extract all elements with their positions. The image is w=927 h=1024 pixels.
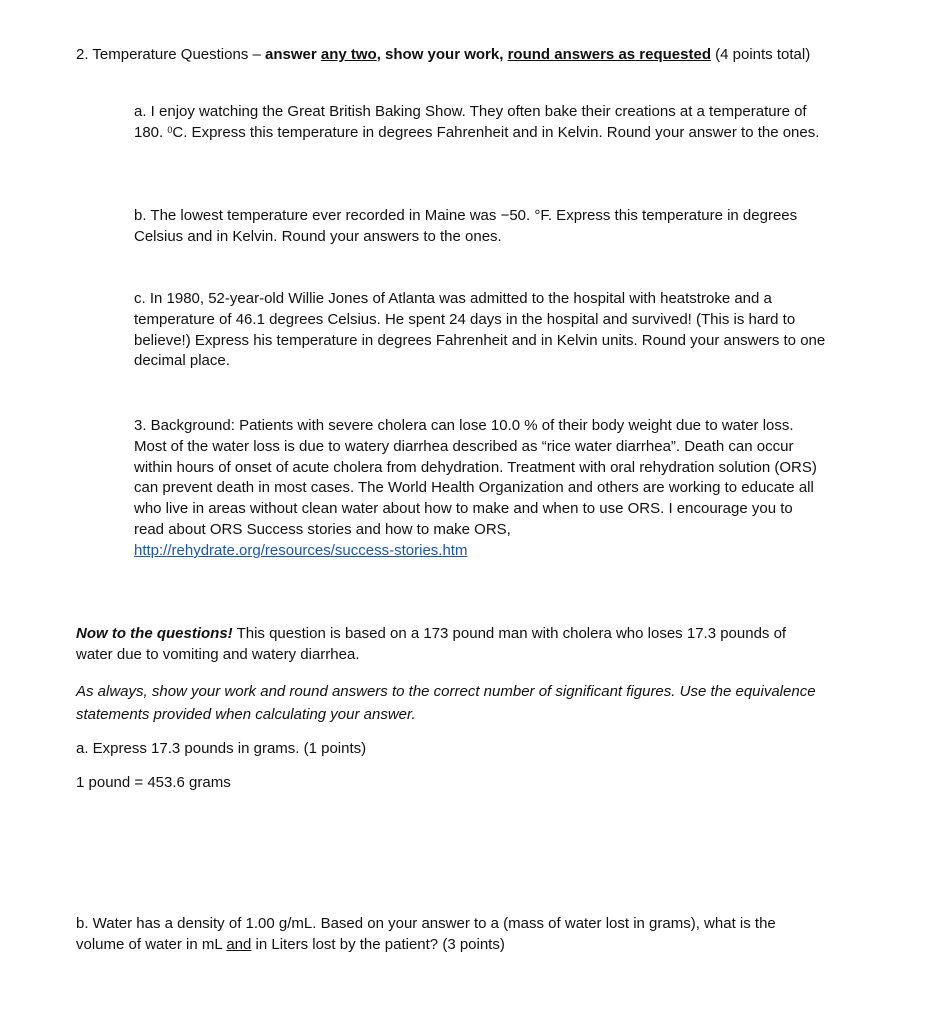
q2-show-work: , show your work,: [376, 46, 508, 63]
now-text: This question is based on a 173 pound man with cholera who loses 17.3 pounds of water due to vomiting and watery diarrhea.: [76, 625, 787, 663]
question-2-heading: [76, 45, 816, 66]
q2a-degree-sup: 0: [167, 124, 173, 135]
now-to-questions: [76, 624, 826, 666]
q3-text: 3. Background: Patients with severe cholera can lose 10.0 % of their body weight due to water loss. Most of the water loss is due to watery diarrhea described as “rice water diarrhea”. Death can occur within hours of onset of acute cholera from dehydration. Treatment with oral rehydration solution (ORS) can prevent death in most cases. The World Health Organization and others are working to educate all who live in areas without clean water about how to make and when to use ORS. I encourage you to read about ORS Success stories and how to make ORS,: [134, 417, 817, 538]
q2-prefix: 2. Temperature Questions –: [76, 46, 265, 63]
part-a-question: a. Express 17.3 pounds in grams. (1 points): [76, 740, 367, 757]
q2-round: round answers as requested: [507, 46, 711, 63]
q2-answer: answer: [265, 46, 321, 63]
equivalence-statement: 1 pound = 453.6 grams: [76, 774, 231, 791]
part-b-question: [76, 914, 821, 956]
ors-success-stories-link[interactable]: http://rehydrate.org/resources/success-stories.htm: [134, 541, 468, 559]
question-2b: b. The lowest temperature ever recorded in Maine was −50. °F. Express this temperature in degrees Celsius and in Kelvin. Round your answers to the ones.: [134, 207, 798, 245]
q2a-text-start: a. I enjoy watching the Great British Baking Show. They often bake their creations at a temperature of 180.: [134, 103, 807, 141]
part-b-and: and: [226, 935, 252, 953]
question-2c: c. In 1980, 52-year-old Willie Jones of Atlanta was admitted to the hospital with heatstroke and a temperature of 46.1 degrees Celsius. He spent 24 days in the hospital and survived! (This is hard to believe!) Express his temperature in degrees Fahrenheit and in Kelvin units. Round your answers to one decimal place.: [134, 290, 826, 370]
now-lead: Now to the questions!: [76, 625, 233, 642]
part-b-text-start: b. Water has a density of 1.00 g/mL. Based on your answer to a (mass of water lost in grams), what is the volume of water in mL: [76, 915, 776, 953]
instructions-italic: As always, show your work and round answers to the correct number of significant figures. Use the equivalence statements provided when calculating your answer.: [76, 683, 816, 723]
question-2a: [134, 102, 834, 144]
question-3-background: [134, 416, 824, 562]
q2a-text-end: C. Express this temperature in degrees Fahrenheit and in Kelvin. Round your answer to the ones.: [172, 123, 820, 141]
part-b-text-end: in Liters lost by the patient? (3 points): [251, 935, 505, 953]
q2-any-two: any two: [320, 46, 377, 63]
q2-points: (4 points total): [710, 46, 811, 63]
